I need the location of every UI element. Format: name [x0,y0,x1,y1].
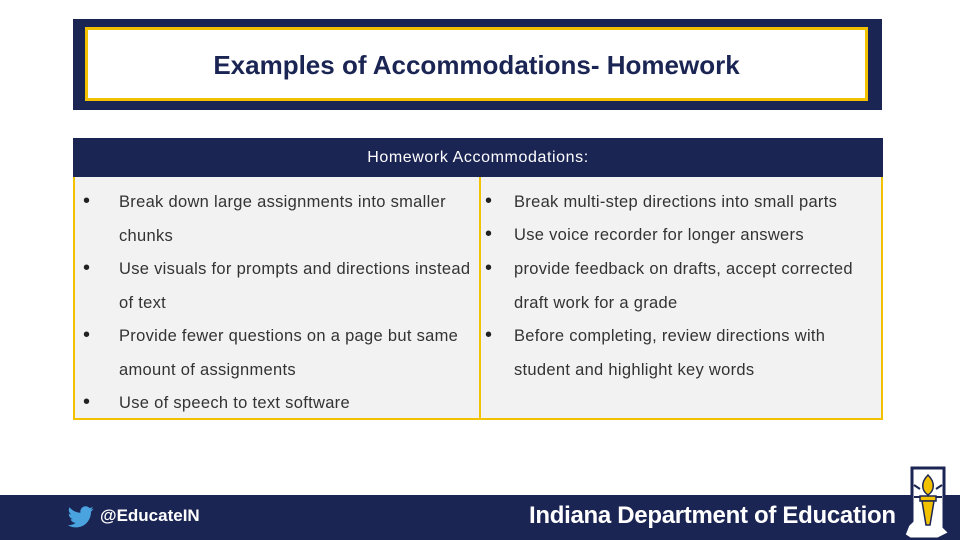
list-item-text: Before completing, review directions with student and highlight key words [514,327,826,379]
list-item-text: Use of speech to text software [119,394,350,412]
list-item-text: Use voice recorder for longer answers [514,226,804,244]
table-body [73,177,883,420]
accommodations-table [73,138,883,420]
list-item-text: Break multi-step directions into small parts [514,193,838,211]
bullet-icon: • [83,391,91,413]
bullet-icon: • [83,257,91,279]
column-divider [479,177,481,418]
twitter-icon[interactable] [68,506,94,528]
table-header: Homework Accommodations: [73,138,883,177]
indiana-torch-logo-icon [898,465,954,540]
bullet-icon: • [485,257,493,279]
list-item-text: Use visuals for prompts and directions instead of text [119,260,471,312]
bullet-icon: • [485,223,493,245]
list-item-text: provide feedback on drafts, accept corrected draft work for a grade [514,260,853,312]
bullet-icon: • [485,190,493,212]
list-item-text: Break down large assignments into smaller chunks [119,193,446,245]
bullet-icon: • [83,324,91,346]
slide-title: Examples of Accommodations- Homework [213,49,740,80]
bullet-icon: • [83,190,91,212]
footer-bar [0,495,960,540]
department-name: Indiana Department of Education [529,502,896,529]
bullet-icon: • [485,324,493,346]
list-item-text: Provide fewer questions on a page but same amount of assignments [119,327,459,379]
twitter-handle[interactable]: @EducateIN [100,506,200,525]
title-box [85,27,868,101]
title-banner [73,19,882,110]
